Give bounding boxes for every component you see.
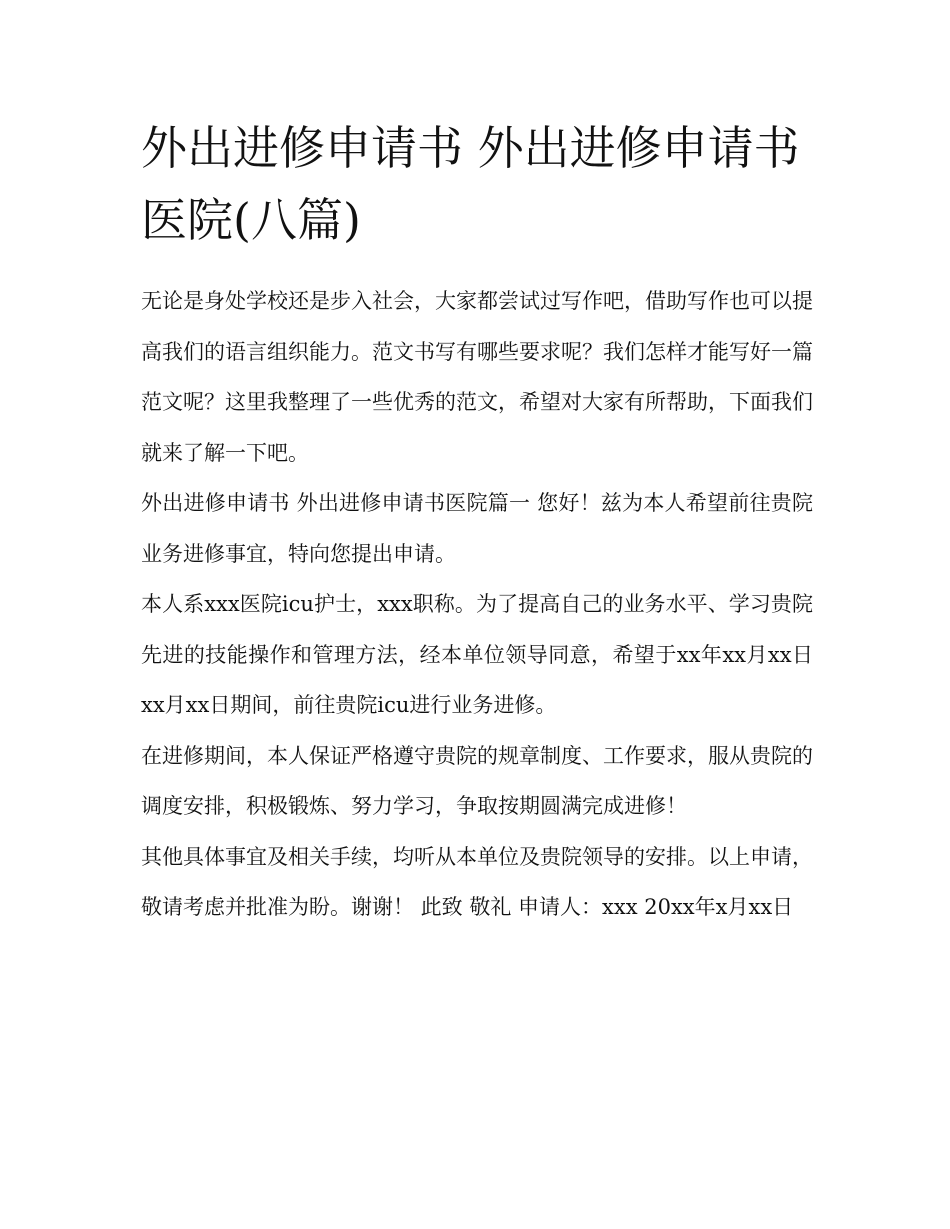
- paragraph-request: 本人系xxx医院icu护士，xxx职称。为了提高自己的业务水平、学习贵院先进的技能操作和管理方法，经本单位领导同意，希望于xx年xx月xx日xx月xx日期间，前往贵院icu进行业务进修。: [141, 592, 813, 717]
- paragraph-closing: 其他具体事宜及相关手续，均听从本单位及贵院领导的安排。以上申请，敬请考虑并批准为盼。谢谢！ 此致 敬礼 申请人：xxx 20xx年x月xx日: [141, 844, 813, 919]
- paragraph-greeting: 外出进修申请书 外出进修申请书医院篇一 您好！兹为本人希望前往贵院业务进修事宜，特向您提出申请。: [141, 491, 813, 566]
- document-body: [141, 276, 813, 933]
- document-content: [141, 112, 813, 933]
- paragraph-intro: 无论是身处学校还是步入社会，大家都尝试过写作吧，借助写作也可以提高我们的语言组织能力。范文书写有哪些要求呢？我们怎样才能写好一篇范文呢？这里我整理了一些优秀的范文，希望对大家有所帮助，下面我们就来了解一下吧。: [141, 289, 813, 465]
- document-title: 外出进修申请书 外出进修申请书医院(八篇): [141, 121, 800, 247]
- paragraph-commitment: 在进修期间，本人保证严格遵守贵院的规章制度、工作要求，服从贵院的调度安排，积极锻炼、努力学习，争取按期圆满完成进修！: [141, 743, 813, 818]
